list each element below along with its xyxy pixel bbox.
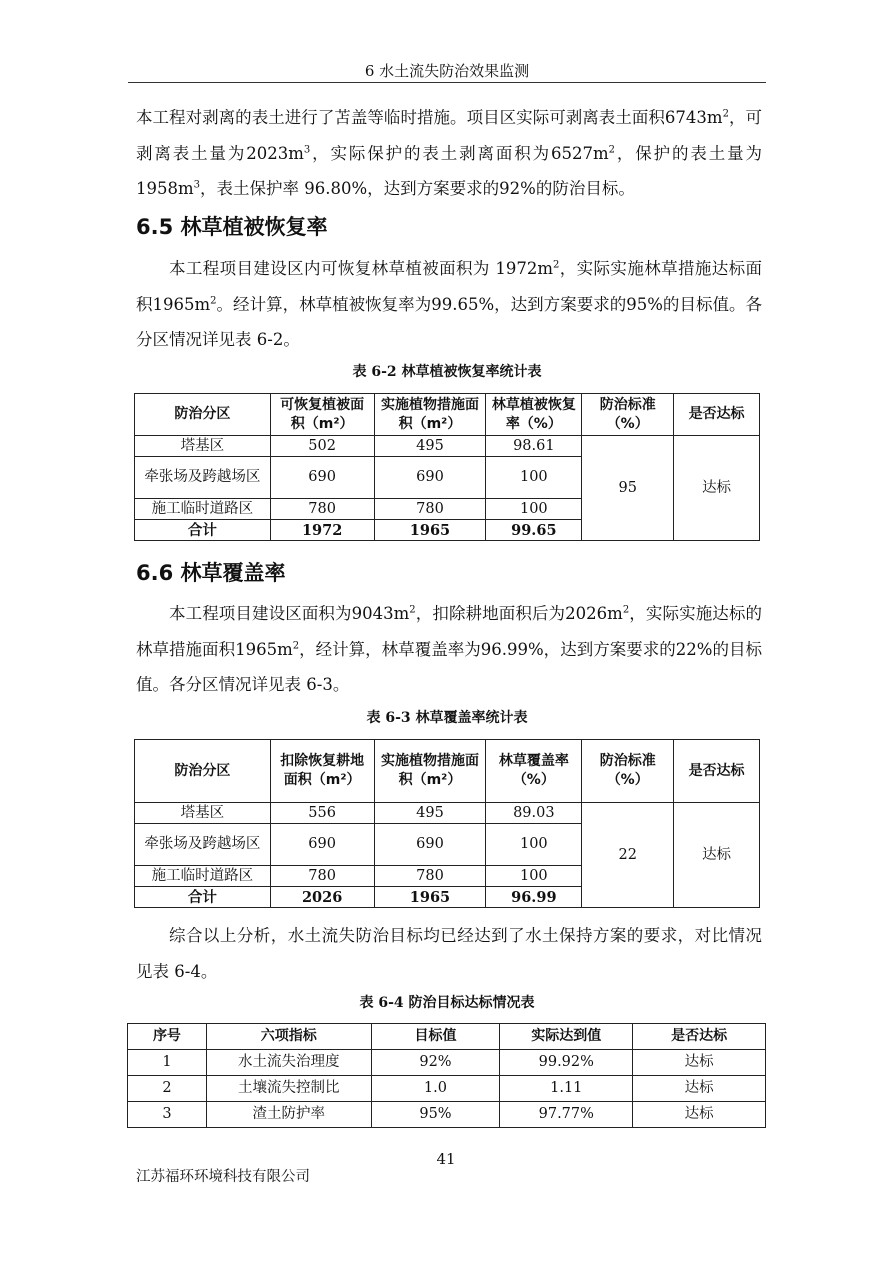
table-row: 2 土壤流失控制比 1.0 1.11 达标	[128, 1076, 766, 1102]
table-row: 塔基区 502 495 98.61 95 达标	[135, 436, 760, 457]
table-row: 1 水土流失治理度 92% 99.92% 达标	[128, 1050, 766, 1076]
result-cell: 达标	[674, 803, 760, 908]
table-6-3	[134, 739, 760, 908]
section-6-5-paragraph: 本工程项目建设区内可恢复林草植被面积为 $1972m^2$，实际实施林草措施达标面积$1965m^2$。经计算，林草植被恢复率为99.65%，达到方案要求的95%的目标值。各分区情况详见表 6-2。	[136, 259, 762, 349]
page-header: 6 水土流失防治效果监测	[128, 60, 766, 83]
col-header: 实施植物措施面积（m²）	[374, 394, 486, 436]
col-header: 扣除恢复耕地面积（m²）	[270, 740, 374, 803]
section-heading-6-5: 6.5 林草植被恢复率	[136, 215, 328, 239]
col-header: 六项指标	[206, 1024, 371, 1050]
topsoil-paragraph: 本工程对剥离的表土进行了苫盖等临时措施。项目区实际可剥离表土面积$6743m^2$，可剥离表土量为$2023m^3$，实际保护的表土剥离面积为$6527m^2$，保护的表土量为$1958m^3$，表土保护率 96.80%，达到方案要求的92%的防治目标。	[136, 108, 763, 198]
table-total-row: 合计 2026 1965 96.99	[135, 887, 760, 908]
col-header: 是否达标	[674, 394, 760, 436]
col-header: 防治标准（%）	[582, 394, 674, 436]
table-row: 塔基区 556 495 89.03 22 达标	[135, 803, 760, 824]
company-footer: 江苏福环环境科技有限公司	[136, 1169, 310, 1185]
standard-cell: 22	[582, 803, 674, 908]
table-6-4-caption: 表 6-4 防治目标达标情况表	[359, 995, 535, 1011]
col-header: 防治标准（%）	[582, 740, 674, 803]
col-header: 目标值	[371, 1024, 500, 1050]
table-6-4	[127, 1023, 766, 1128]
col-header: 防治分区	[135, 394, 271, 436]
col-header: 林草植被恢复率（%）	[486, 394, 582, 436]
table-6-2-caption: 表 6-2 林草植被恢复率统计表	[352, 364, 542, 380]
col-header: 序号	[128, 1024, 207, 1050]
col-header: 实际达到值	[500, 1024, 633, 1050]
standard-cell: 95	[582, 436, 674, 541]
col-header: 实施植物措施面积（m²）	[374, 740, 486, 803]
result-cell: 达标	[674, 436, 760, 541]
summary-paragraph: 综合以上分析，水土流失防治目标均已经达到了水土保持方案的要求，对比情况见表 6-4。	[136, 926, 762, 981]
table-row: 牵张场及跨越场区 690 690 100	[135, 824, 760, 866]
col-header: 是否达标	[633, 1024, 766, 1050]
table-row: 牵张场及跨越场区 690 690 100	[135, 457, 760, 499]
section-heading-6-6: 6.6 林草覆盖率	[136, 561, 286, 585]
page-number: 41	[436, 1150, 456, 1168]
table-6-2	[134, 393, 760, 541]
table-total-row: 合计 1972 1965 99.65	[135, 520, 760, 541]
section-6-6-paragraph: 本工程项目建设区面积为$9043m^2$，扣除耕地面积后为$2026m^2$，实际实施达标的林草措施面积$1965m^2$，经计算，林草覆盖率为96.99%，达到方案要求的22%的目标值。各分区情况详见表 6-3。	[136, 604, 763, 694]
table-row: 施工临时道路区 780 780 100	[135, 499, 760, 520]
table-row: 施工临时道路区 780 780 100	[135, 866, 760, 887]
col-header: 林草覆盖率（%）	[486, 740, 582, 803]
table-row: 3 渣土防护率 95% 97.77% 达标	[128, 1102, 766, 1128]
col-header: 防治分区	[135, 740, 271, 803]
col-header: 可恢复植被面积（m²）	[270, 394, 374, 436]
table-6-3-caption: 表 6-3 林草覆盖率统计表	[366, 710, 528, 726]
col-header: 是否达标	[674, 740, 760, 803]
